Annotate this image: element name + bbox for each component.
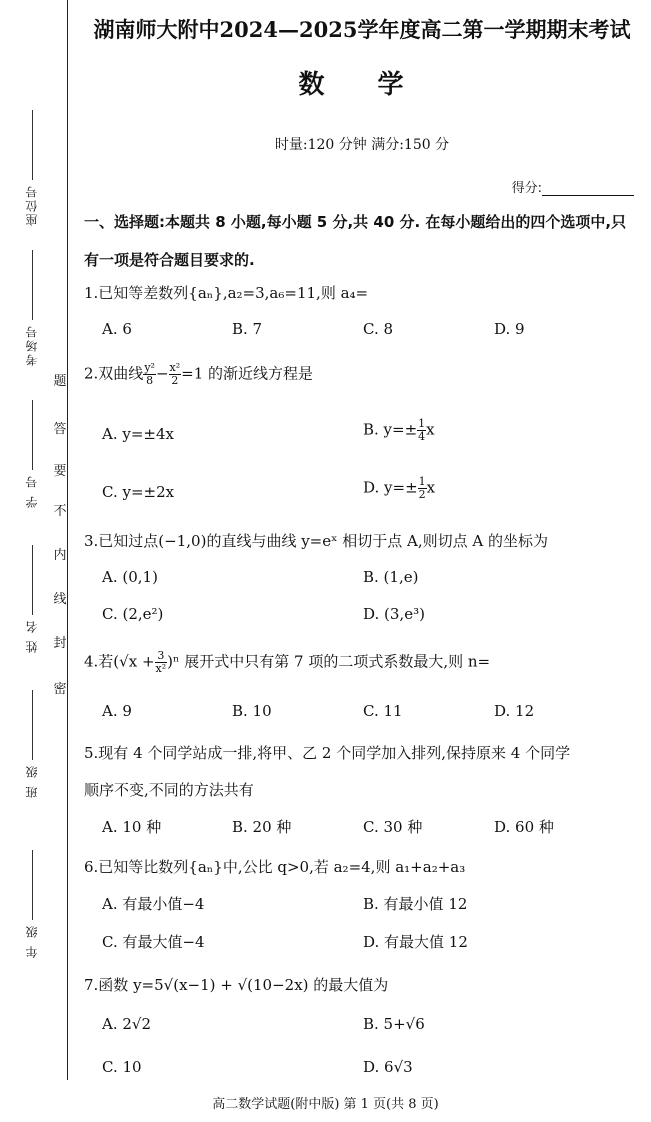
seat-number-field: [18, 110, 46, 226]
exam-room-field: [18, 250, 46, 366]
grade-label: 年 级: [25, 924, 39, 958]
score-label: 得分:: [511, 181, 542, 196]
q6-option-a: A. 有最小值−4: [102, 895, 205, 913]
q2-option-c: C. y=±2x: [102, 483, 175, 501]
q5-option-c: C. 30 种: [363, 818, 423, 836]
q3-option-b: B. (1,e): [363, 568, 419, 586]
q6-option-d: D. 有最大值 12: [363, 933, 468, 951]
subject-title: 数 学: [298, 70, 426, 100]
q3-option-a: A. (0,1): [102, 568, 158, 586]
question-1: 1.已知等差数列{aₙ},a₂=3,a₆=11,则 a₄=: [84, 284, 369, 302]
student-id-field: [18, 400, 46, 508]
q4-option-d: D. 12: [494, 702, 535, 720]
exam-title: 湖南师大附中2024—2025学年度高二第一学期期末考试: [93, 17, 631, 42]
q7-option-b: B. 5+√6: [363, 1015, 425, 1033]
score-blank: [542, 183, 634, 196]
seal-warning: [50, 360, 70, 710]
q7-option-d: D. 6√3: [363, 1058, 413, 1076]
question-3: 3.已知过点(−1,0)的直线与曲线 y=eˣ 相切于点 A,则切点 A 的坐标为: [84, 532, 548, 550]
seal-char: 答: [53, 422, 67, 437]
q5-option-a: A. 10 种: [102, 818, 162, 836]
q4-option-b: B. 10: [232, 702, 272, 720]
question-5-line-1: 5.现有 4 个同学站成一排,将甲、乙 2 个同学加入排列,保持原来 4 个同学: [84, 744, 571, 762]
score-field: [512, 177, 634, 196]
q5-option-d: D. 60 种: [494, 818, 554, 836]
question-5-line-2: 顺序不变,不同的方法共有: [84, 781, 254, 799]
q2-option-d: D. y=± $\frac{1}{2}$ x: [363, 475, 436, 501]
seat-number-label: 座位号: [25, 184, 39, 226]
q5-option-b: B. 20 种: [232, 818, 292, 836]
class-label: 班 级: [25, 764, 39, 798]
seal-char: 题: [53, 374, 67, 389]
q4-option-c: C. 11: [363, 702, 403, 720]
q7-option-c: C. 10: [102, 1058, 142, 1076]
seal-char: 线: [53, 592, 67, 607]
q1-option-a: A. 6: [102, 320, 132, 338]
q1-option-c: C. 8: [363, 320, 394, 338]
q6-option-c: C. 有最大值−4: [102, 933, 205, 951]
q6-option-b: B. 有最小值 12: [363, 895, 468, 913]
page-footer: 高二数学试题(附中版) 第 1 页(共 8 页): [212, 1097, 439, 1112]
question-6: 6.已知等比数列{aₙ}中,公比 q>0,若 a₂=4,则 a₁+a₂+a₃: [84, 858, 466, 876]
fraction: $\frac{\text{x²}}{2}$: [169, 361, 181, 387]
q1-option-d: D. 9: [494, 320, 525, 338]
binding-margin: [0, 0, 70, 1122]
student-id-label: 学 号: [25, 474, 39, 508]
q2-option-a: A. y=±4x: [102, 425, 174, 443]
q2-option-b: B. y=± $\frac{1}{4}$ x: [363, 417, 435, 443]
name-label: 姓 名: [25, 619, 39, 653]
fraction: $\frac{\text{y²}}{8}$: [144, 361, 155, 387]
seal-char: 密: [53, 682, 67, 697]
exam-room-label: 考场号: [25, 324, 39, 366]
seal-char: 封: [53, 636, 67, 651]
exam-meta: 时量:120 分钟 满分:150 分: [274, 137, 450, 153]
q7-option-a: A. 2√2: [102, 1015, 152, 1033]
name-field: [18, 545, 46, 653]
seal-char: 不: [53, 504, 67, 519]
class-field: [18, 690, 46, 798]
seal-char: 内: [53, 548, 67, 563]
q3-option-d: D. (3,e³): [363, 605, 425, 623]
section-heading: 一、选择题:本题共 8 小题,每小题 5 分,共 40 分. 在每小题给出的四个选项中,只有一项是符合题目要求的.: [84, 213, 627, 269]
q1-option-b: B. 7: [232, 320, 263, 338]
question-7: 7.函数 y=5√(x−1) + √(10−2x) 的最大值为: [84, 976, 389, 994]
q3-option-c: C. (2,e²): [102, 605, 164, 623]
seal-char: 要: [53, 464, 67, 479]
question-2: 2.双曲线 $\frac{\text{y²}}{8}$ − $\frac{\text{x²}}{2}$ =1 的渐近线方程是: [84, 361, 314, 387]
q4-option-a: A. 9: [102, 702, 132, 720]
grade-field: [18, 850, 46, 958]
question-4: 4.若(√x + $\frac{3}{\text{x²}}$ )ⁿ 展开式中只有第 7 项的二项式系数最大,则 n=: [84, 649, 491, 675]
